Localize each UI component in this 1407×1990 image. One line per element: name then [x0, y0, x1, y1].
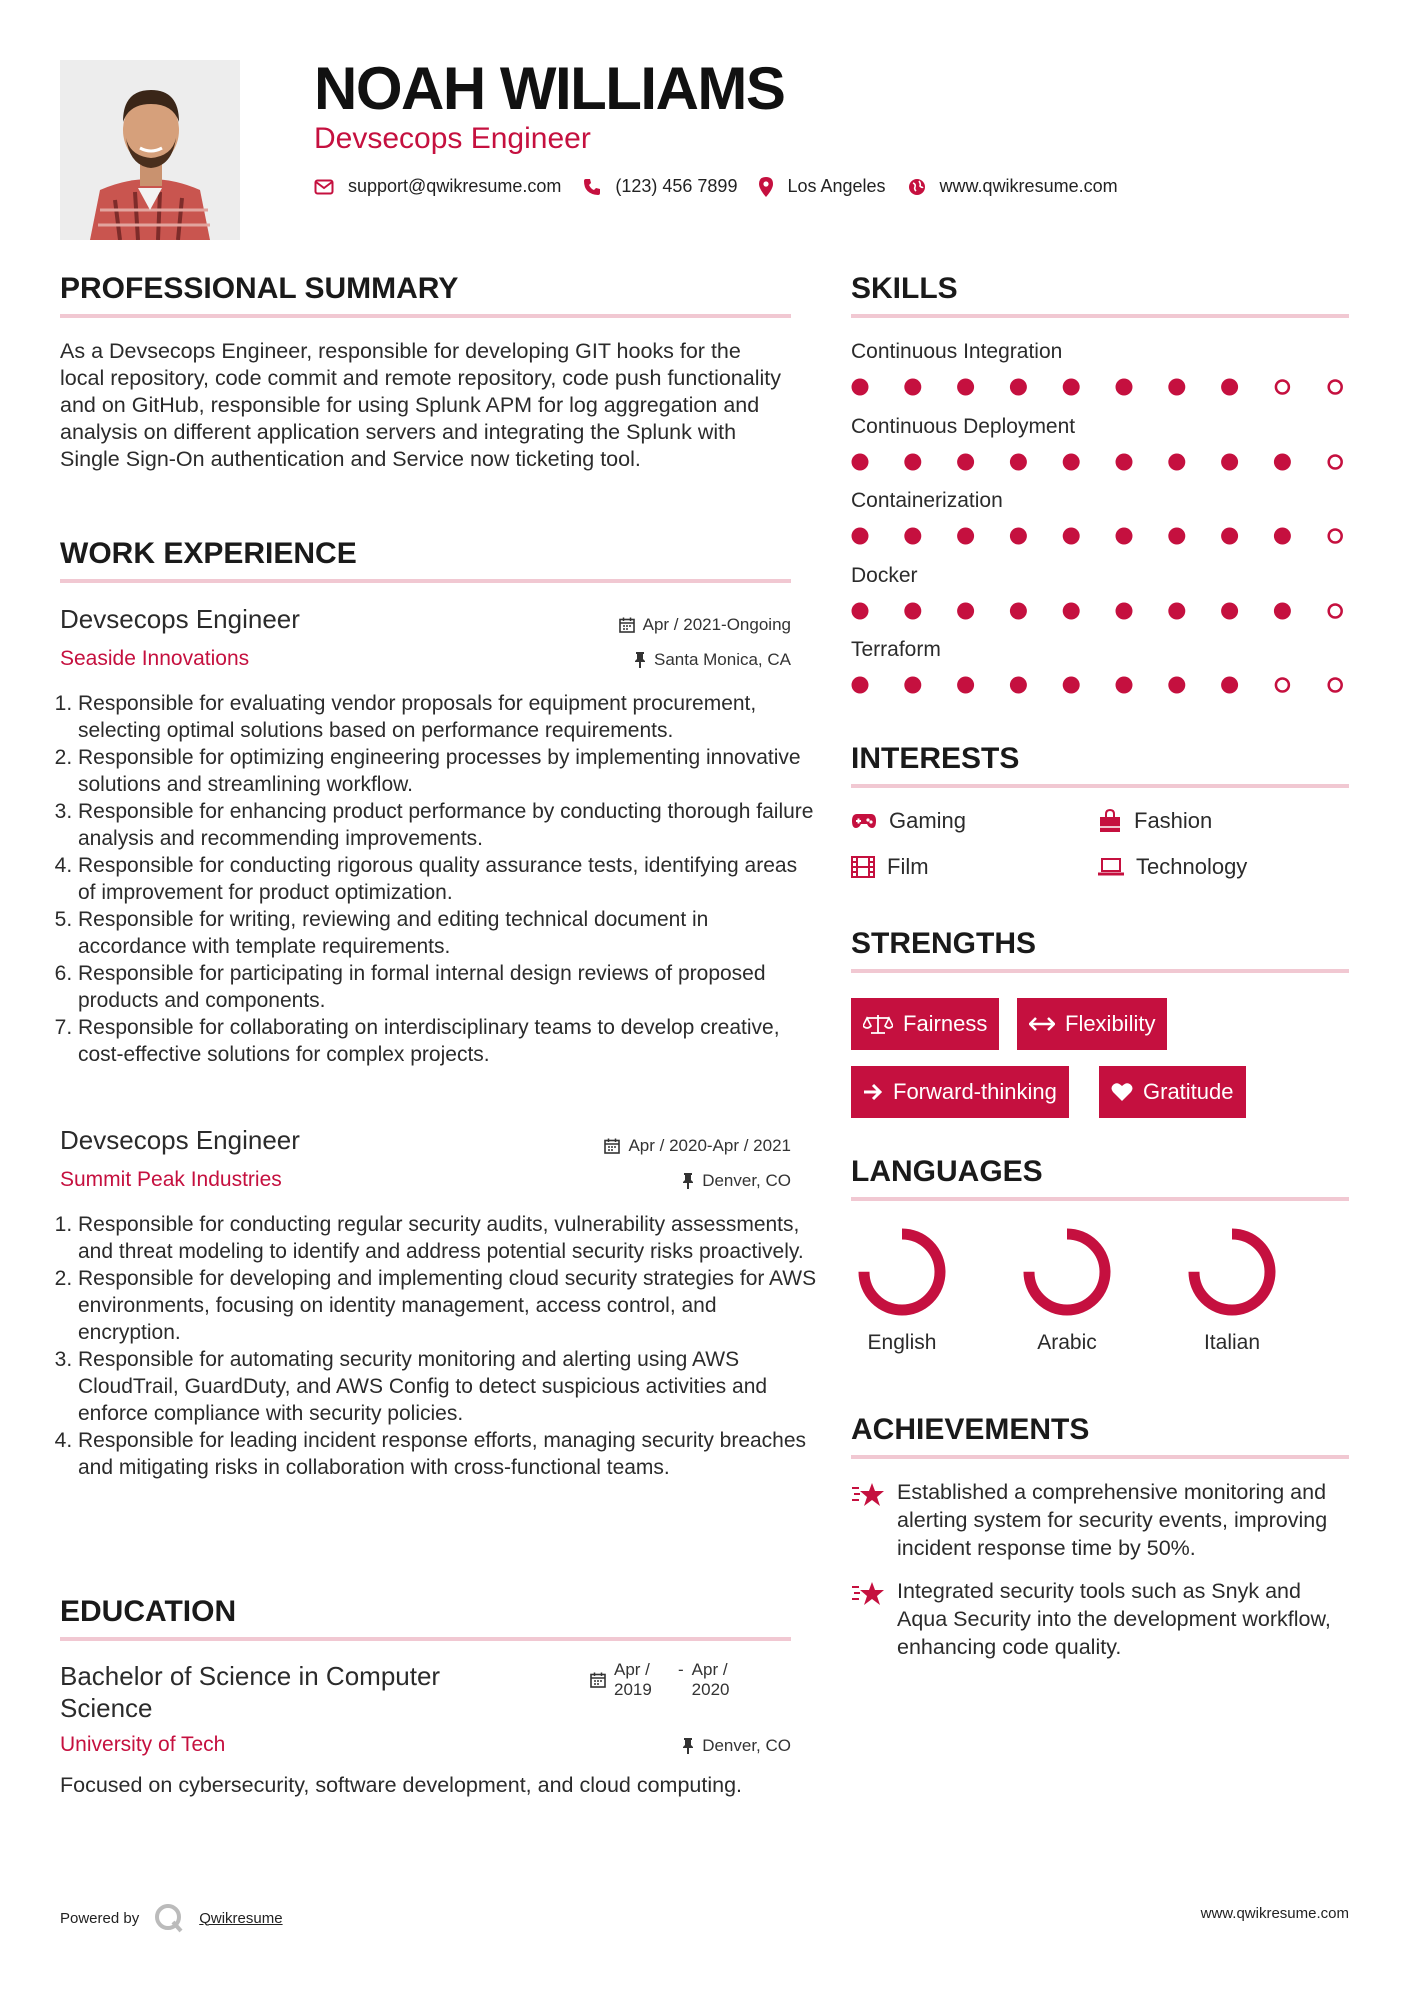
contact-bar — [314, 176, 1140, 197]
rating-dot-filled — [1274, 453, 1291, 470]
rating-dot-filled — [904, 677, 921, 694]
strength-label: Forward-thinking — [893, 1079, 1057, 1104]
contact-website[interactable] — [908, 176, 1118, 197]
rating-dot-empty — [1329, 455, 1342, 468]
rating-dot-filled — [1010, 528, 1027, 545]
skill-name: Docker — [851, 563, 918, 587]
achievement-item — [851, 1577, 1349, 1661]
rating-dot-filled — [904, 379, 921, 396]
candidate-name: NOAH WILLIAMS — [314, 55, 785, 122]
rating-dot-filled — [1168, 379, 1185, 396]
education-start: Apr / 2019 — [614, 1660, 652, 1699]
gamepad-icon — [851, 812, 877, 830]
strength-label: Flexibility — [1065, 1011, 1156, 1036]
rating-dot-filled — [1063, 677, 1080, 694]
achievement-text: Established a comprehensive monitoring and alerting system for security events, improving incident response time by 50%. — [897, 1480, 1328, 1560]
language-level-arc — [1194, 1234, 1270, 1310]
calendar-icon — [590, 1672, 606, 1688]
rating-dot-empty — [1276, 381, 1289, 394]
education-dates — [590, 1660, 748, 1700]
language-ring — [1184, 1224, 1280, 1320]
interest-gaming — [851, 808, 966, 834]
phone-icon — [583, 178, 601, 196]
contact-email[interactable] — [314, 176, 561, 197]
email-text: support@qwikresume.com — [348, 176, 562, 196]
strength-badge — [851, 1066, 1069, 1118]
interest-fashion — [1098, 808, 1212, 834]
rating-dot-filled — [1168, 528, 1185, 545]
location-text: Los Angeles — [787, 176, 886, 196]
rating-dot-filled — [1010, 453, 1027, 470]
rating-dot-filled — [1168, 602, 1185, 619]
qwikresume-logo-icon — [153, 1902, 185, 1934]
skill-rating — [851, 526, 1349, 546]
rating-dot-filled — [1221, 677, 1238, 694]
calendar-icon — [604, 1138, 620, 1154]
shopping-bag-icon — [1098, 809, 1122, 833]
rating-dot-filled — [852, 379, 869, 396]
list-item: 3. Responsible for automating security monitoring and alerting using AWS CloudTrail, GuardDuty, and AWS Config to detect suspicious activities and enforce compliance with security policies. — [78, 1346, 818, 1427]
globe-icon — [908, 178, 926, 196]
list-item: 5. Responsible for writing, reviewing and editing technical document in accordance with template requirements. — [78, 906, 818, 960]
strength-label: Fairness — [903, 1011, 988, 1036]
list-item: 6. Responsible for participating in formal internal design reviews of proposed products and components. — [78, 960, 818, 1014]
rating-dot-filled — [957, 453, 974, 470]
rating-dot-filled — [1010, 677, 1027, 694]
list-item: 3. Responsible for enhancing product performance by conducting thorough failure analysis and recommending improvements. — [78, 798, 818, 852]
profile-photo — [60, 60, 240, 240]
arrows-horizontal-icon — [1029, 1017, 1055, 1031]
calendar-icon — [619, 617, 635, 633]
language-item — [1162, 1224, 1302, 1355]
rating-dot-filled — [1063, 453, 1080, 470]
language-item — [832, 1224, 972, 1355]
job-dates — [480, 1136, 791, 1156]
rating-dot-filled — [852, 453, 869, 470]
interest-label: Film — [887, 854, 929, 879]
skill-rating — [851, 452, 1349, 472]
summary-heading: PROFESSIONAL SUMMARY — [60, 272, 791, 318]
arrow-right-icon — [863, 1083, 883, 1101]
list-item: 4. Responsible for leading incident response efforts, managing security breaches and mitigating risks in collaboration with cross-functional teams. — [78, 1427, 818, 1481]
rating-dot-empty — [1329, 679, 1342, 692]
list-item: 1. Responsible for evaluating vendor proposals for equipment procurement, selecting optimal solutions based on performance requirements. — [78, 690, 818, 744]
rating-dot-empty — [1329, 604, 1342, 617]
envelope-icon — [314, 179, 334, 195]
pushpin-icon — [634, 652, 646, 668]
interest-label: Technology — [1136, 854, 1248, 879]
education-end: Apr / 2020 — [691, 1660, 730, 1699]
interest-technology — [1098, 854, 1247, 880]
rating-dot-filled — [1116, 677, 1133, 694]
rating-dot-empty — [1276, 679, 1289, 692]
rating-dot-filled — [1221, 528, 1238, 545]
achievement-text: Integrated security tools such as Snyk and Aqua Security into the development workflow, enhancing code quality. — [897, 1579, 1331, 1659]
rating-dot-filled — [957, 528, 974, 545]
contact-phone[interactable] — [583, 176, 737, 197]
skill-name: Containerization — [851, 489, 1003, 512]
phone-text: (123) 456 7899 — [615, 176, 738, 196]
candidate-title: Devsecops Engineer — [314, 122, 591, 155]
laptop-icon — [1098, 858, 1124, 876]
rating-dot-empty — [1329, 381, 1342, 394]
language-item — [997, 1224, 1137, 1355]
rating-dot-filled — [904, 528, 921, 545]
degree-title: Bachelor of Science in Computer Science — [60, 1661, 441, 1723]
language-level-arc — [1029, 1234, 1105, 1310]
balance-scale-icon — [863, 1013, 893, 1035]
job-dates — [480, 615, 791, 635]
rating-dot-filled — [1274, 602, 1291, 619]
language-ring — [1019, 1224, 1115, 1320]
languages-heading: LANGUAGES — [851, 1155, 1349, 1201]
website-text: www.qwikresume.com — [939, 176, 1118, 196]
strength-label: Gratitude — [1143, 1079, 1234, 1104]
interest-film — [851, 854, 929, 880]
strength-badge — [1099, 1066, 1246, 1118]
rating-dot-filled — [1063, 528, 1080, 545]
map-pin-icon — [759, 177, 773, 197]
education-location — [480, 1736, 791, 1756]
rating-dot-filled — [1116, 453, 1133, 470]
job-title: Devsecops Engineer — [60, 1125, 300, 1155]
rating-dot-filled — [957, 602, 974, 619]
interest-label: Fashion — [1134, 808, 1213, 833]
rating-dot-filled — [1116, 379, 1133, 396]
language-ring — [854, 1224, 950, 1320]
skill-rating — [851, 601, 1349, 621]
list-item: 2. Responsible for optimizing engineering processes by implementing innovative solutions and streamlining workflow. — [78, 744, 818, 798]
interest-label: Gaming — [889, 808, 967, 833]
language-label: English — [867, 1331, 937, 1354]
rating-dot-filled — [852, 528, 869, 545]
star-trophy-icon — [851, 1579, 885, 1609]
work-experience-heading: WORK EXPERIENCE — [60, 537, 791, 583]
interests-heading: INTERESTS — [851, 742, 1349, 788]
list-item: 7. Responsible for collaborating on interdisciplinary teams to develop creative, cost-effective solutions for complex projects. — [78, 1014, 818, 1068]
rating-dot-filled — [957, 379, 974, 396]
job-location-text: Denver, CO — [702, 1171, 791, 1190]
language-level-arc — [864, 1234, 940, 1310]
rating-dot-filled — [1116, 528, 1133, 545]
company-name: Seaside Innovations — [60, 647, 250, 670]
rating-dot-filled — [904, 453, 921, 470]
contact-location — [759, 176, 885, 197]
rating-dot-empty — [1329, 530, 1342, 543]
achievement-item — [851, 1478, 1349, 1562]
skill-name: Continuous Deployment — [851, 414, 1076, 438]
skill-rating — [851, 675, 1349, 695]
rating-dot-filled — [1063, 602, 1080, 619]
footer-brand — [60, 1902, 283, 1934]
job-location — [480, 650, 791, 670]
skill-name: Terraform — [851, 638, 941, 661]
film-icon — [851, 856, 875, 878]
achievements-heading: ACHIEVEMENTS — [851, 1413, 1349, 1459]
brand-link[interactable]: Qwikresume — [199, 1909, 283, 1927]
company-name: Summit Peak Industries — [60, 1168, 282, 1191]
pushpin-icon — [682, 1173, 694, 1189]
job-bullets — [60, 1211, 818, 1481]
job-location — [480, 1171, 791, 1191]
rating-dot-filled — [1221, 602, 1238, 619]
summary-text: As a Devsecops Engineer, responsible for developing GIT hooks for the local repository, code commit and remote repository, code push functionality and on GitHub, responsible for using Splunk APM for log aggregation and analysis on different application servers and integrating the Splunk with Single Sign-On authentication and Service now ticketing tool. — [60, 339, 781, 471]
job-title: Devsecops Engineer — [60, 604, 300, 634]
list-item: 1. Responsible for conducting regular security audits, vulnerability assessments, and threat modeling to identify and address potential security risks proactively. — [78, 1211, 818, 1265]
language-label: Italian — [1203, 1331, 1261, 1354]
strength-badge — [851, 998, 999, 1050]
list-item: 4. Responsible for conducting rigorous quality assurance tests, identifying areas of improvement for product optimization. — [78, 852, 818, 906]
rating-dot-filled — [852, 602, 869, 619]
rating-dot-filled — [1010, 602, 1027, 619]
job-dates-text: Apr / 2020-Apr / 2021 — [628, 1136, 791, 1155]
rating-dot-filled — [1221, 379, 1238, 396]
skills-heading: SKILLS — [851, 272, 1349, 318]
skill-name: Continuous Integration — [851, 340, 1063, 363]
rating-dot-filled — [904, 602, 921, 619]
job-bullets — [60, 690, 818, 1068]
language-label: Arabic — [1037, 1331, 1097, 1354]
education-location-text: Denver, CO — [702, 1736, 791, 1755]
rating-dot-filled — [1116, 602, 1133, 619]
star-trophy-icon — [851, 1480, 885, 1510]
rating-dot-filled — [1168, 677, 1185, 694]
strength-badge — [1017, 998, 1167, 1050]
pushpin-icon — [682, 1738, 694, 1754]
education-heading: EDUCATION — [60, 1595, 791, 1641]
heart-icon — [1111, 1082, 1133, 1102]
education-description: Focused on cybersecurity, software development, and cloud computing. — [60, 1773, 742, 1797]
list-item: 2. Responsible for developing and implementing cloud security strategies for AWS environments, focusing on identity management, access control, and encryption. — [78, 1265, 818, 1346]
job-dates-text: Apr / 2021-Ongoing — [642, 615, 791, 634]
rating-dot-filled — [1221, 453, 1238, 470]
rating-dot-filled — [852, 677, 869, 694]
rating-dot-filled — [957, 677, 974, 694]
rating-dot-filled — [1274, 528, 1291, 545]
rating-dot-filled — [1010, 379, 1027, 396]
powered-by-label: Powered by — [60, 1909, 140, 1927]
skill-rating — [851, 377, 1349, 397]
job-location-text: Santa Monica, CA — [653, 650, 791, 669]
date-separator: - — [678, 1660, 684, 1679]
rating-dot-filled — [1063, 379, 1080, 396]
strengths-heading: STRENGTHS — [851, 927, 1349, 973]
rating-dot-filled — [1168, 453, 1185, 470]
footer-url[interactable]: www.qwikresume.com — [1200, 1905, 1349, 1922]
school-name: University of Tech — [60, 1733, 226, 1756]
